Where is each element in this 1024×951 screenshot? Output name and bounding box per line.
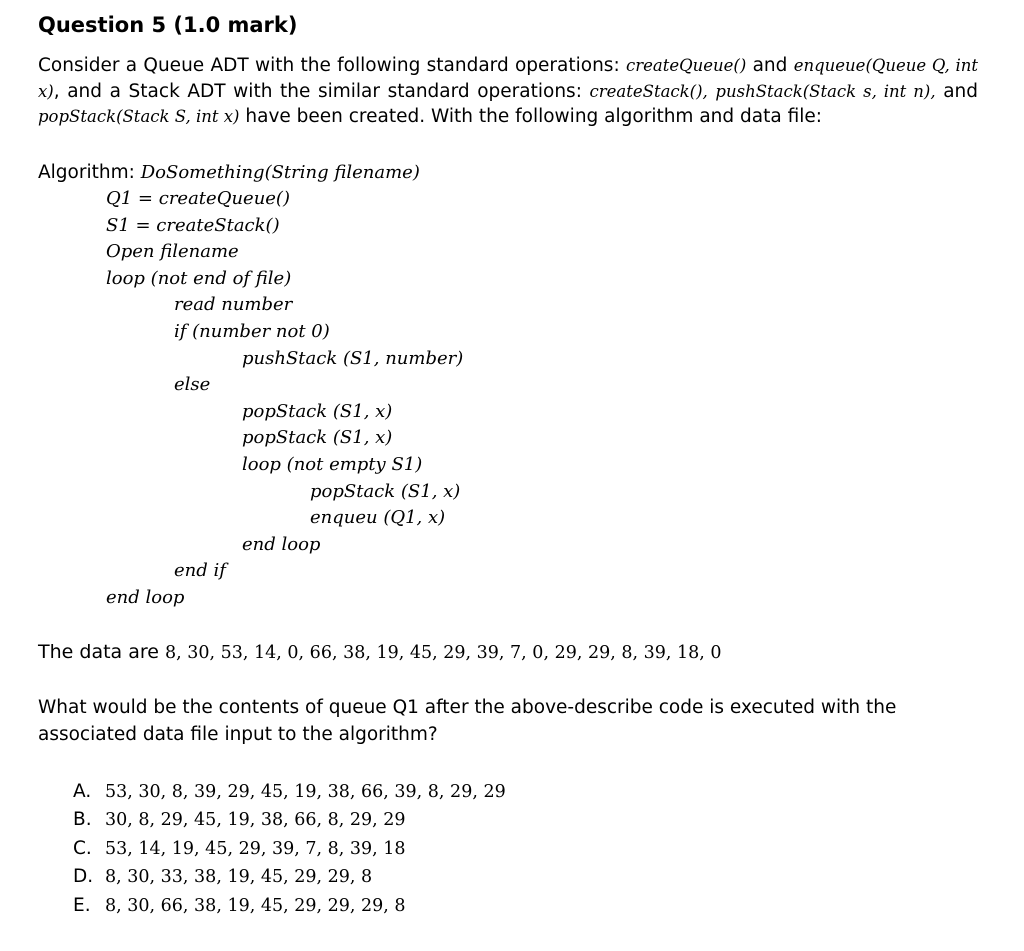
- answer-option-d[interactable]: [73, 863, 978, 892]
- algorithm-line: enqueu (Q1, x): [310, 507, 446, 529]
- option-values: 53, 30, 8, 39, 29, 45, 19, 38, 66, 39, 8, 29, 29: [105, 781, 506, 802]
- data-line: [38, 639, 978, 666]
- intro-math: createQueue(): [625, 56, 747, 75]
- question-intro: [38, 53, 978, 130]
- algorithm-line: read number: [174, 294, 293, 316]
- intro-math: popStack(Stack S, int x): [38, 107, 240, 126]
- algorithm-line: Q1 = createQueue(): [106, 188, 290, 210]
- algorithm-line: else: [174, 374, 211, 396]
- intro-text: , and a Stack ADT with the similar standard operations:: [53, 80, 590, 102]
- answer-option-e[interactable]: [73, 892, 978, 921]
- algorithm-block: [38, 160, 978, 612]
- algorithm-line: S1 = createStack(): [106, 214, 280, 236]
- algorithm-line: if (number not 0): [174, 321, 330, 343]
- question-page: [38, 12, 978, 920]
- intro-math: pushStack(Stack s, int n),: [715, 81, 936, 101]
- algorithm-label: Algorithm:: [38, 161, 141, 183]
- intro-text: and: [746, 55, 794, 76]
- option-values: 8, 30, 66, 38, 19, 45, 29, 29, 29, 8: [105, 895, 406, 916]
- algorithm-line: Open filename: [106, 241, 239, 263]
- algorithm-line: end loop: [242, 533, 321, 555]
- algorithm-line: popStack (S1, x): [242, 400, 393, 422]
- option-values: 53, 14, 19, 45, 29, 39, 7, 8, 39, 18: [105, 838, 406, 859]
- data-values: 8, 30, 53, 14, 0, 66, 38, 19, 45, 29, 39, 7, 0, 29, 29, 8, 39, 18, 0: [164, 642, 722, 663]
- intro-text: and: [935, 80, 978, 102]
- algorithm-line: end if: [174, 560, 226, 582]
- option-letter: D.: [73, 866, 94, 888]
- answer-option-a[interactable]: [73, 778, 978, 807]
- answer-option-b[interactable]: [73, 806, 978, 835]
- question-prompt: What would be the contents of queue Q1 after the above-describe code is executed with the associated data file input to the algorithm?: [38, 696, 897, 745]
- answer-option-c[interactable]: [73, 835, 978, 864]
- intro-text: have been created. With the following algorithm and data file:: [239, 106, 822, 127]
- algorithm-signature: DoSomething(String filename): [140, 161, 420, 183]
- option-letter: C.: [73, 837, 92, 859]
- intro-text: Consider a Queue ADT with the following standard operations:: [38, 55, 626, 76]
- data-label: The data are: [38, 640, 165, 663]
- question-title: Question 5 (1.0 mark): [38, 13, 298, 37]
- option-values: 30, 8, 29, 45, 19, 38, 66, 8, 29, 29: [105, 810, 406, 831]
- option-letter: E.: [73, 894, 91, 916]
- answer-options: [38, 778, 978, 921]
- option-letter: A.: [73, 780, 92, 802]
- algorithm-line: loop (not end of file): [106, 267, 292, 289]
- algorithm-line: popStack (S1, x): [310, 480, 461, 502]
- option-values: 8, 30, 33, 38, 19, 45, 29, 29, 8: [105, 867, 373, 888]
- algorithm-line: loop (not empty S1): [242, 454, 423, 476]
- option-letter: B.: [73, 809, 92, 831]
- algorithm-line: pushStack (S1, number): [242, 347, 464, 369]
- intro-math: enqueue(Queue Q, int x): [38, 56, 978, 101]
- algorithm-line: end loop: [106, 587, 185, 608]
- intro-math: createStack(),: [589, 81, 708, 101]
- algorithm-header: [38, 160, 978, 187]
- algorithm-line: popStack (S1, x): [242, 427, 393, 449]
